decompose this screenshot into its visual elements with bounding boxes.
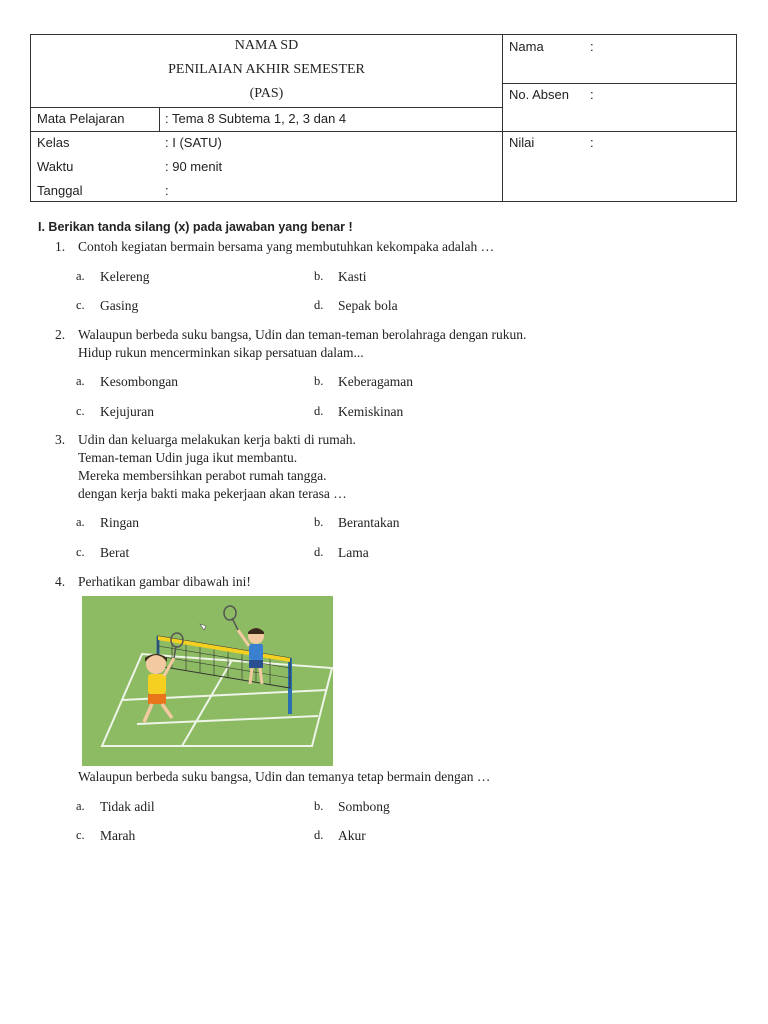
option-text: Akur xyxy=(338,828,366,843)
question-text: Hidup rukun mencerminkan sikap persatuan dalam... xyxy=(78,345,364,360)
option-text: Sepak bola xyxy=(338,298,398,313)
field-label: Kelas xyxy=(37,135,70,150)
exam-info-panel xyxy=(31,35,503,201)
field-value: : Tema 8 Subtema 1, 2, 3 dan 4 xyxy=(165,111,347,126)
question-text: Udin dan keluarga melakukan kerja bakti di rumah. xyxy=(78,432,356,447)
option-text: Marah xyxy=(100,828,136,843)
section-instruction: I. Berikan tanda silang (x) pada jawaban yang benar ! xyxy=(38,220,353,234)
field-label: No. Absen xyxy=(509,87,569,102)
option-letter: b. xyxy=(314,515,324,529)
option-letter: a. xyxy=(76,269,85,283)
field-label: Nama xyxy=(509,39,544,54)
option-letter: d. xyxy=(314,545,324,559)
question-number: 1. xyxy=(55,239,66,254)
option-letter: b. xyxy=(314,799,324,813)
field-label: Nilai xyxy=(509,135,535,150)
field-time xyxy=(31,155,502,179)
option-text: Kesombongan xyxy=(100,374,178,389)
exam-abbr: (PAS) xyxy=(249,86,284,101)
option-letter: c. xyxy=(76,404,85,418)
school-name: NAMA SD xyxy=(234,38,299,53)
option-text: Berantakan xyxy=(338,515,400,530)
question-text: Contoh kegiatan bermain bersama yang membutuhkan kekompaka adalah … xyxy=(78,239,495,254)
option-letter: a. xyxy=(76,374,85,388)
question-text: Teman-teman Udin juga ikut membantu. xyxy=(78,450,298,465)
field-colon: : xyxy=(590,39,594,54)
question-number: 3. xyxy=(55,432,66,447)
field-label: Tanggal xyxy=(37,183,83,198)
option-text: Berat xyxy=(100,545,130,560)
field-value: : 90 menit xyxy=(165,159,223,174)
option-text: Sombong xyxy=(338,799,390,814)
option-letter: c. xyxy=(76,828,85,842)
field-subject xyxy=(31,107,502,131)
field-label: Waktu xyxy=(37,159,74,174)
option-letter: d. xyxy=(314,404,324,418)
score-field[interactable] xyxy=(502,131,736,201)
field-colon: : xyxy=(590,135,594,150)
student-name-field[interactable] xyxy=(502,35,736,83)
question-number: 4. xyxy=(55,574,66,589)
field-date xyxy=(31,179,502,203)
option-text: Gasing xyxy=(100,298,139,313)
option-text: Keberagaman xyxy=(338,374,413,389)
field-value: : xyxy=(165,183,169,198)
option-letter: c. xyxy=(76,298,85,312)
option-text: Kasti xyxy=(338,269,367,284)
option-letter: d. xyxy=(314,298,324,312)
option-text: Lama xyxy=(338,545,369,560)
field-value: : I (SATU) xyxy=(165,135,222,150)
question-number: 2. xyxy=(55,327,66,342)
question-text: Walaupun berbeda suku bangsa, Udin dan teman-teman berolahraga dengan rukun. xyxy=(78,327,527,342)
option-letter: a. xyxy=(76,799,85,813)
option-letter: a. xyxy=(76,515,85,529)
exam-header-table xyxy=(30,34,737,202)
option-text: Kelereng xyxy=(100,269,150,284)
student-number-field[interactable] xyxy=(502,83,736,131)
option-letter: b. xyxy=(314,269,324,283)
exam-name: PENILAIAN AKHIR SEMESTER xyxy=(168,62,365,77)
option-letter: c. xyxy=(76,545,85,559)
field-colon: : xyxy=(590,87,594,102)
question-text: dengan kerja bakti maka pekerjaan akan terasa … xyxy=(78,486,347,501)
question-text: Walaupun berbeda suku bangsa, Udin dan temanya tetap bermain dengan … xyxy=(78,769,491,784)
field-class xyxy=(31,131,502,155)
option-letter: b. xyxy=(314,374,324,388)
badminton-illustration-icon xyxy=(82,596,333,766)
title-block xyxy=(31,35,502,107)
question-text: Perhatikan gambar dibawah ini! xyxy=(78,574,251,589)
student-panel xyxy=(502,35,736,201)
option-letter: d. xyxy=(314,828,324,842)
option-text: Kemiskinan xyxy=(338,404,404,419)
option-text: Tidak adil xyxy=(100,799,155,814)
option-text: Ringan xyxy=(100,515,139,530)
option-text: Kejujuran xyxy=(100,404,154,419)
question-text: Mereka membersihkan perabot rumah tangga. xyxy=(78,468,327,483)
field-label: Mata Pelajaran xyxy=(37,111,125,126)
